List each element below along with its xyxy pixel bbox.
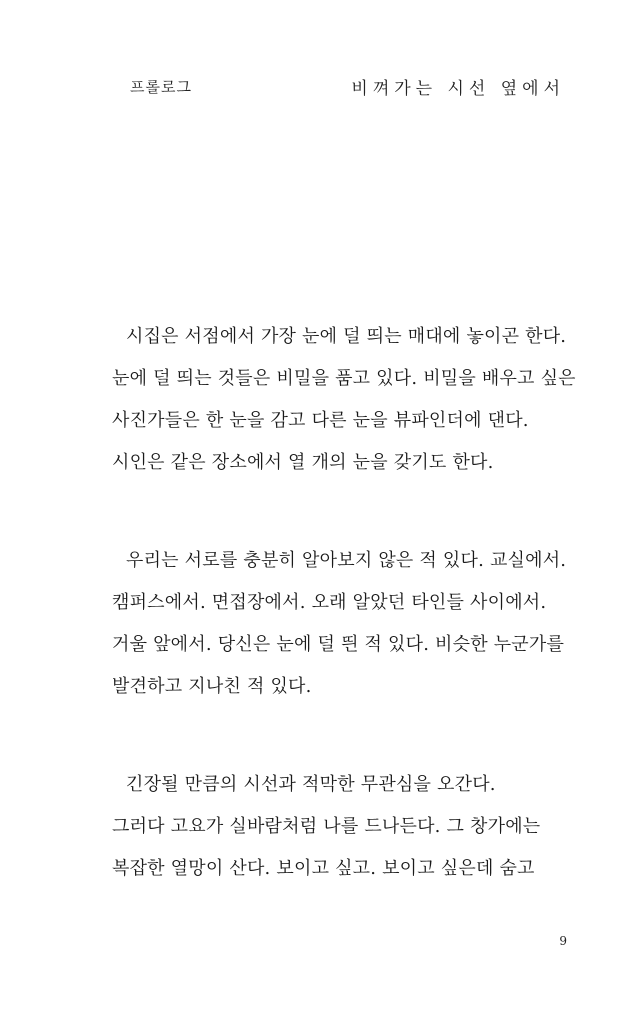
text-line: 눈에 덜 띄는 것들은 비밀을 품고 있다. 비밀을 배우고 싶은	[112, 368, 576, 389]
text-line: 그러다 고요가 실바람처럼 나를 드나든다. 그 창가에는	[112, 816, 541, 837]
text-line: 거울 앞에서. 당신은 눈에 덜 띈 적 있다. 비슷한 누군가를	[112, 634, 565, 655]
paragraph-3	[112, 764, 582, 890]
running-head-chapter: 프롤로그	[130, 78, 192, 96]
running-head-book-title: 비껴가는 시선 옆에서	[351, 79, 565, 99]
paragraph-1	[112, 316, 582, 484]
paragraph-2	[112, 540, 582, 708]
text-line: 사진가들은 한 눈을 감고 다른 눈을 뷰파인더에 댄다.	[112, 410, 529, 431]
text-line: 긴장될 만큼의 시선과 적막한 무관심을 오간다.	[126, 774, 496, 795]
page-number: 9	[559, 934, 567, 948]
text-line: 복잡한 열망이 산다. 보이고 싶고. 보이고 싶은데 숨고	[112, 858, 535, 879]
text-line: 캠퍼스에서. 면접장에서. 오래 알았던 타인들 사이에서.	[112, 592, 547, 613]
body-text	[112, 316, 582, 890]
text-line: 발견하고 지나친 적 있다.	[112, 676, 312, 697]
text-line: 시인은 같은 장소에서 열 개의 눈을 갖기도 한다.	[112, 452, 494, 473]
text-line: 우리는 서로를 충분히 알아보지 않은 적 있다. 교실에서.	[126, 550, 567, 571]
text-line: 시집은 서점에서 가장 눈에 덜 띄는 매대에 놓이곤 한다.	[126, 326, 567, 347]
